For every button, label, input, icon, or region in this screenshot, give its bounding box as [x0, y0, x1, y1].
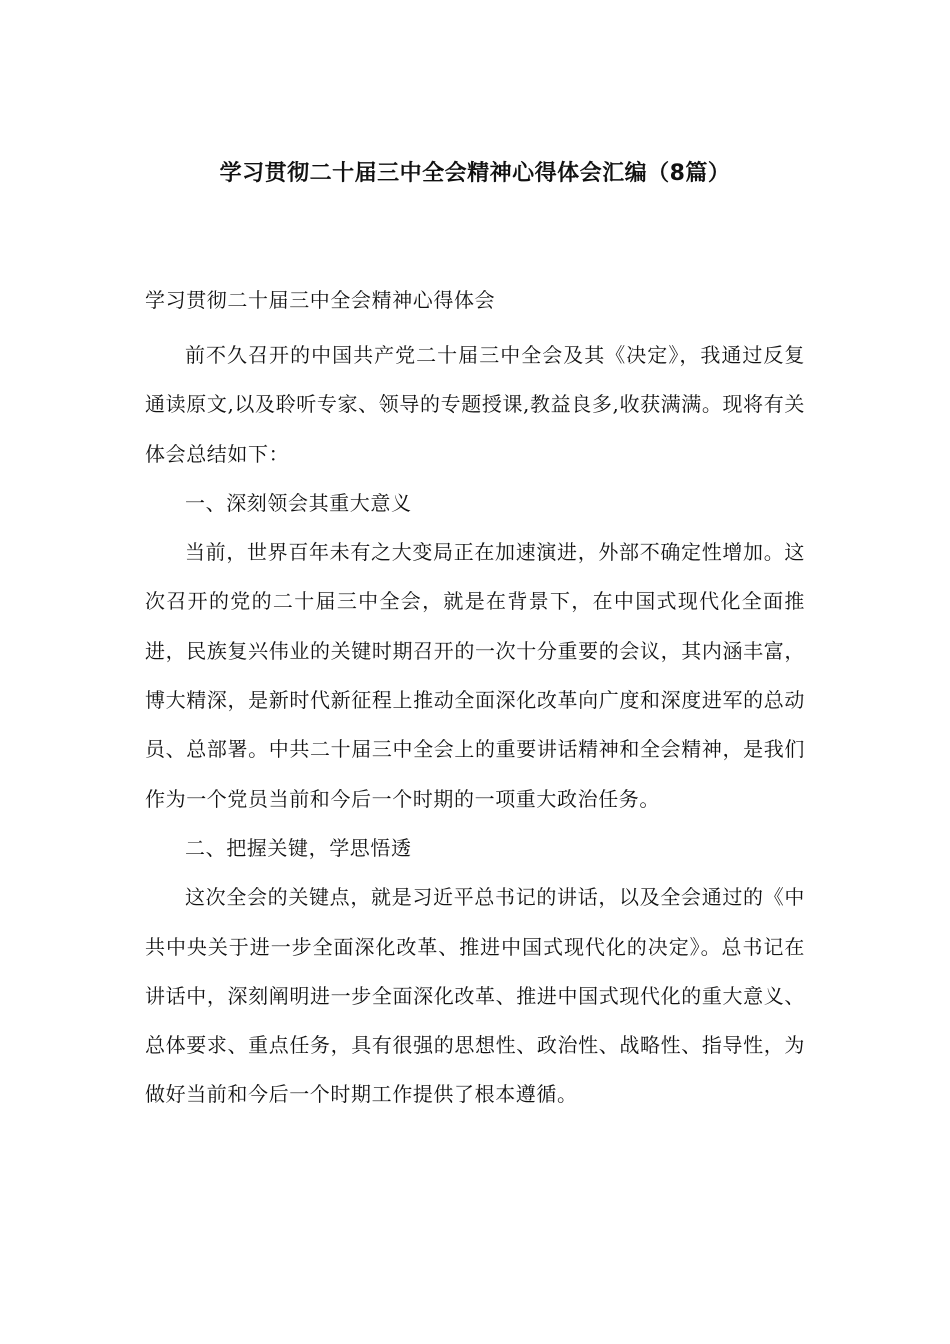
document-body	[145, 331, 805, 1120]
heading-section-2: 二、把握关键，学思悟透	[185, 835, 412, 860]
section-subtitle: 学习贯彻二十届三中全会精神心得体会	[145, 288, 496, 312]
heading-section-1: 一、深刻领会其重大意义	[185, 490, 412, 515]
document-title: 学习贯彻二十届三中全会精神心得体会汇编（8篇）	[219, 161, 731, 186]
paragraph-section-2: 这次全会的关键点，就是习近平总书记的讲话，以及全会通过的《中共中央关于进一步全面深化改革、推进中国式现代化的决定》。总书记在讲话中，深刻阐明进一步全面深化改革、推进中国式现代化的重大意义、总体要求、重点任务，具有很强的思想性、政治性、战略性、指导性，为做好当前和今后一个时期工作提供了根本遵循。	[145, 885, 805, 1107]
paragraph-intro: 前不久召开的中国共产党二十届三中全会及其《决定》，我通过反复通读原文,以及聆听专家、领导的专题授课,教益良多,收获满满。现将有关体会总结如下：	[145, 343, 805, 466]
paragraph-section-1: 当前，世界百年未有之大变局正在加速演进，外部不确定性增加。这次召开的党的二十届三中全会，就是在背景下，在中国式现代化全面推进，民族复兴伟业的关键时期召开的一次十分重要的会议，其内涵丰富，博大精深，是新时代新征程上推动全面深化改革向广度和深度进军的总动员、总部署。中共二十届三中全会上的重要讲话精神和全会精神，是我们作为一个党员当前和今后一个时期的一项重大政治任务。	[145, 540, 805, 811]
